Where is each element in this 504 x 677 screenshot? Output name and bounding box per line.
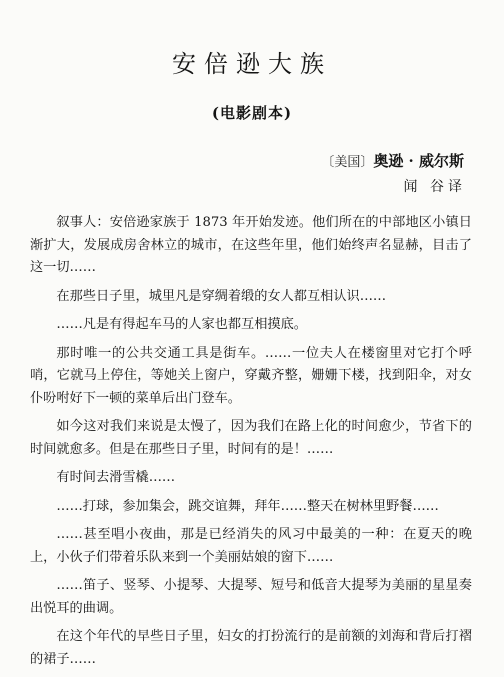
author-name: 奥逊 · 威尔斯 <box>373 152 464 170</box>
paragraph: ……凡是有得起车马的人家也都互相摸底。 <box>56 317 307 332</box>
document-subtitle: (电影剧本) <box>211 104 293 122</box>
author-byline <box>321 150 464 171</box>
paragraph: 如今这对我们来说是太慢了，因为我们在路上化的时间愈少，节省下的时间就愈多。但是在那些日子里，时间有的是！…… <box>30 419 472 457</box>
paragraph: 在那些日子里，城里凡是穿绸着缎的女人都互相认识…… <box>56 288 387 304</box>
paragraph: 在这个年代的早些日子里，妇女的打扮流行的是前额的刘海和背后打褶的裙子…… <box>30 629 472 667</box>
paragraph: ……笛子、竖琴、小提琴、大提琴、短号和低音大提琴为美丽的星星奏出悦耳的曲调。 <box>30 578 472 616</box>
paragraph: 那时唯一的公共交通工具是街车。……一位夫人在楼窗里对它打个呼哨，它就马上停住，等她关上窗户，穿戴齐整，姗姗下楼，找到阳伞，对女仆吩咐好下一顿的菜单后出门登车。 <box>30 345 472 406</box>
translator-credit: 闻 谷译 <box>403 179 466 195</box>
paragraph: ……打球，参加集会，跳交谊舞，拜年……整天在树林里野餐…… <box>56 498 439 514</box>
paragraph: ……甚至唱小夜曲，那是已经消失的风习中最美的一种：在夏天的晚上，小伙子们带着乐队来到一个美丽姑娘的窗下…… <box>30 527 472 565</box>
author-country: 〔美国〕 <box>321 155 374 170</box>
body-text <box>30 212 472 677</box>
paragraph: 叙事人：安倍逊家族于 1873 年开始发迹。他们所在的中部地区小镇日渐扩大，发展成房舍林立的城市，在这些年里，他们始终声名显赫，目击了这一切…… <box>30 215 472 275</box>
document-title: 安倍逊大族 <box>172 50 332 78</box>
paragraph: 有时间去滑雪橇…… <box>56 470 176 485</box>
